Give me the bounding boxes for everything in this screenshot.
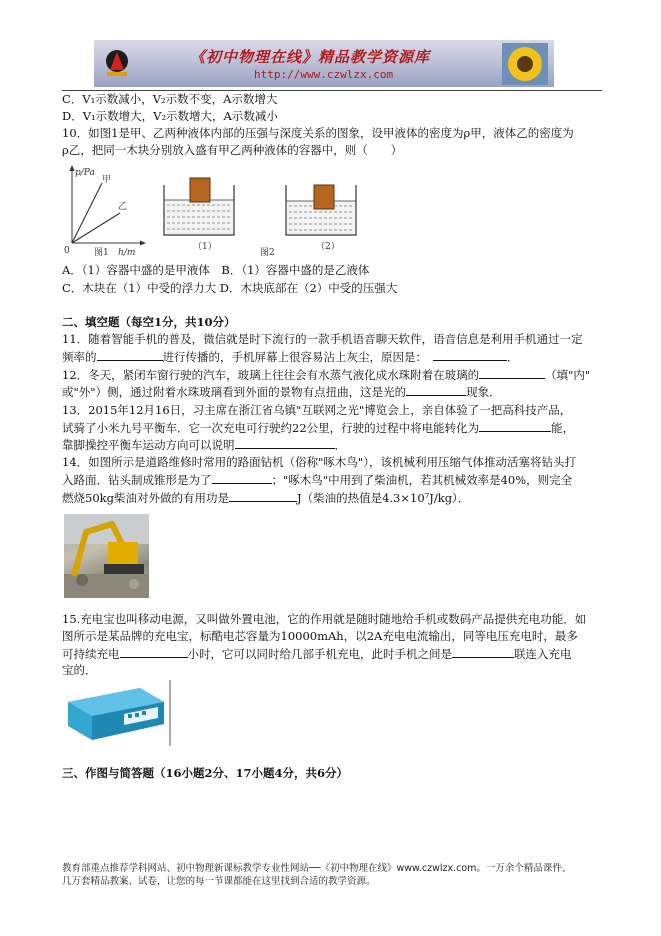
section2-heading: 二、填空题（每空1分，共10分）: [62, 315, 236, 329]
q12-text-c: 或"外"）侧，通过附着水珠玻璃看到外面的景物有点扭曲，这是光的: [62, 385, 407, 399]
page-footer: [62, 862, 571, 888]
q14-line3: [62, 490, 469, 505]
q13-text-c: 靠脚操控平衡车运动方向可以说明: [62, 438, 235, 452]
q12-text-a: 12．冬天，紧闭车窗行驶的汽车，玻璃上往往会有水蒸气液化成水珠附着在玻璃的: [62, 368, 480, 382]
q13-text-b: 能，: [551, 421, 575, 435]
power-bank-photo: [64, 680, 172, 746]
q9-option-d: D．V₁示数增大，V₂示数增大，A示数减小: [62, 109, 278, 123]
q15-blank-1[interactable]: [120, 646, 188, 658]
q11-line1: 11．随着智能手机的普及，微信就是时下流行的一款手机语音聊天软件，语音信息是利用手机通过一定: [62, 332, 583, 346]
q11-text-b: 进行传播的，手机屏幕上很容易沾上灰尘，原因是：: [162, 350, 427, 364]
x-axis-label: h/m: [118, 248, 136, 257]
banner-title: 《初中物理在线》精品教学资源库: [190, 48, 431, 66]
q15-line4: 宝的．: [62, 663, 97, 677]
footer-line2: 几万套精品教案、试卷，让您的每一节课都能在这里找到合适的教学资源。: [62, 876, 376, 887]
q13-line2: [62, 420, 574, 435]
q12-line2: [62, 384, 501, 399]
header-banner: [94, 40, 554, 87]
line-b-label: 乙: [118, 202, 128, 212]
q12-text-b: （填"内": [545, 368, 591, 382]
container2-label: （2）: [316, 242, 340, 252]
q12-text-d: 现象．: [466, 385, 501, 399]
q10-stem-line1: 10．如图1是甲、乙两种液体内部的压强与深度关系的图象，设甲液体的密度为ρ甲，液体乙的密度为: [62, 126, 574, 140]
fig1-caption: 图1: [94, 248, 109, 257]
q15-text-b: 小时，它可以同时给几部手机充电，此时手机之间是: [187, 647, 452, 661]
sunflower-icon: [502, 43, 548, 85]
q12-line1: [62, 367, 590, 382]
q14-text-d: J（柴油的热值是4.3×10⁷J/kg）．: [296, 491, 470, 505]
wood-block-1: [190, 178, 210, 202]
q12-blank-2[interactable]: [406, 384, 466, 396]
q14-text-a: 入路面．钻头制成锥形是为了: [62, 473, 212, 487]
q10-options-cd: C．木块在（1）中受的浮力大 D．木块底部在（2）中受的压强大: [62, 281, 398, 295]
q9-option-c: C．V₁示数减小，V₂示数不变，A示数增大: [62, 92, 278, 106]
q15-blank-2[interactable]: [452, 646, 514, 658]
q14-line1: 14．如图所示是道路维修时常用的路面钻机（俗称"啄木鸟"），该机械利用压缩气体推动活塞将钻头打: [62, 455, 576, 469]
q10-options-ab: A．（1）容器中盛的是甲液体 B．（1）容器中盛的是乙液体: [62, 263, 370, 277]
q13-line1: 13．2015年12月16日，习主席在浙江省乌镇"互联网之光"博览会上，亲自体验了一把高科技产品，: [62, 403, 572, 417]
q13-text-d: ．: [334, 438, 346, 452]
section3-heading: 三、作图与简答题（16小题2分、17小题4分，共6分）: [62, 766, 349, 780]
wood-block-2: [314, 185, 334, 209]
header-divider: [62, 90, 602, 91]
site-logo-icon: [104, 46, 130, 80]
q13-blank-2[interactable]: [235, 437, 335, 449]
fig2-caption: 图2: [260, 248, 275, 257]
q14-line2: [62, 472, 572, 487]
banner-url[interactable]: http://www.czwlzx.com: [254, 68, 394, 81]
q14-blank-2[interactable]: [229, 490, 297, 502]
q10-figure: [64, 163, 364, 257]
container-2: [286, 185, 356, 252]
q11-blank-2[interactable]: [433, 349, 507, 361]
q15-text-a: 可持续充电: [62, 647, 120, 661]
footer-line1: 教育部重点推荐学科网站、初中物理新课标教学专业性网站──《初中物理在线》www.czwlzx.com。一万余个精品课件、: [62, 863, 572, 874]
road-drill-photo: [64, 514, 149, 598]
q14-blank-1[interactable]: [212, 472, 272, 484]
q15-line3: [62, 646, 572, 661]
q13-text-a: 试骑了小米九号平衡车．它一次充电可行驶约22公里，行驶的过程中将电能转化为: [62, 421, 480, 435]
origin-label: 0: [64, 246, 70, 256]
q14-text-b: ；"啄木鸟"中用到了柴油机，若其机械效率是40%，则完全: [271, 473, 573, 487]
line-a-label: 甲: [102, 175, 112, 185]
q10-stem-line2: ρ乙，把同一木块分别放入盛有甲乙两种液体的容器中，则（ ）: [62, 143, 403, 157]
excavator-icon: [64, 514, 149, 598]
q13-line3: [62, 437, 346, 452]
q11-text-c: ．: [507, 350, 519, 364]
q14-text-c: 燃烧50kg柴油对外做的有用功是: [62, 491, 229, 505]
pressure-depth-graph: [64, 165, 146, 257]
q15-line2: 图所示是某品牌的充电宝，标酷电芯容量为10000mAh，以2A充电电流输出，同等电压充电时，最多: [62, 629, 578, 643]
q11-line2: [62, 349, 519, 364]
q11-text-a: 频率的: [62, 350, 97, 364]
container-1: [164, 178, 234, 252]
q15-line1: 15.充电宝也叫移动电源，又叫做外置电池，它的作用就是随时随地给手机或数码产品提供充电功能．如: [62, 612, 587, 626]
q12-blank-1[interactable]: [479, 367, 545, 379]
container1-label: （1）: [193, 242, 217, 252]
y-axis-label: p/Pa: [75, 168, 95, 178]
q11-blank-1[interactable]: [97, 349, 163, 361]
q13-blank-1[interactable]: [479, 420, 551, 432]
q15-text-c: 联连入充电: [514, 647, 572, 661]
